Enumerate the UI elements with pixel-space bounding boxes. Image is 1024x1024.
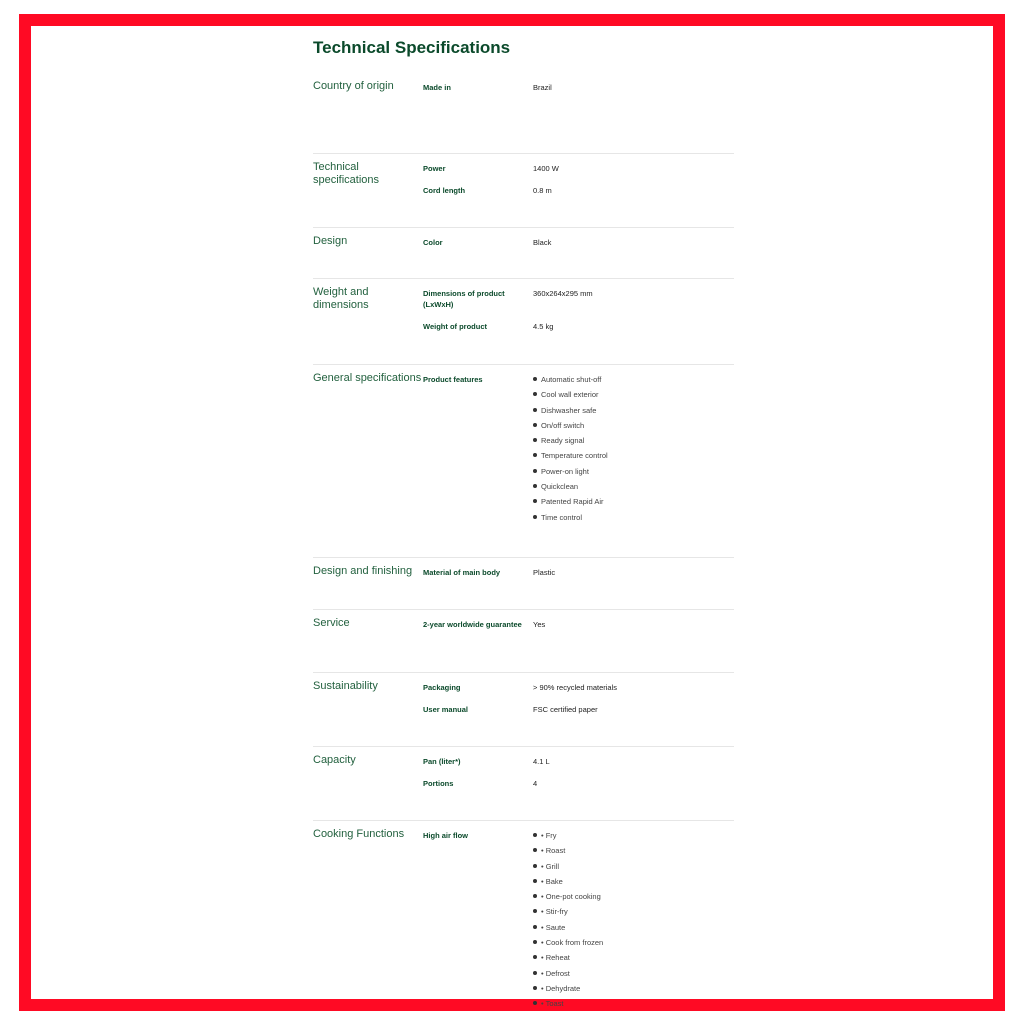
spec-value: 1400 W — [533, 164, 559, 173]
feature-list-item: • Grill — [533, 861, 734, 876]
spec-value — [533, 828, 734, 1014]
spec-row — [423, 754, 734, 776]
feature-list-item: • Fry — [533, 830, 734, 845]
feature-list-item: • Toast — [533, 998, 734, 1013]
spec-container — [313, 37, 734, 1021]
spec-value: 4 — [533, 779, 538, 788]
spec-section — [313, 610, 734, 673]
feature-list-item: Cool wall exterior — [533, 389, 734, 404]
spec-label: Portions — [423, 779, 454, 788]
spec-value: Black — [533, 238, 552, 247]
spec-rows — [423, 680, 734, 746]
section-title: Technical specifications — [313, 161, 380, 186]
feature-list-item: Power-on light — [533, 466, 734, 481]
spec-label: User manual — [423, 705, 469, 714]
spec-rows — [423, 372, 734, 557]
spec-section — [313, 558, 734, 610]
spec-label: Cord length — [423, 186, 466, 195]
spec-section — [313, 747, 734, 821]
spec-row — [423, 183, 734, 213]
feature-list-item: • Bake — [533, 876, 734, 891]
spec-section — [313, 279, 734, 365]
spec-row — [423, 372, 734, 542]
section-title: Service — [313, 617, 350, 629]
spec-value: 0.8 m — [533, 186, 552, 195]
feature-list — [533, 374, 734, 527]
spec-value: Plastic — [533, 568, 556, 577]
spec-label: Color — [423, 238, 443, 247]
spec-rows — [423, 235, 734, 278]
feature-list-item: On/off switch — [533, 420, 734, 435]
feature-list — [533, 830, 734, 1014]
spec-rows — [423, 828, 734, 1021]
spec-value: 4.1 L — [533, 757, 550, 766]
feature-list-item: Ready signal — [533, 435, 734, 450]
section-title: Capacity — [313, 754, 356, 766]
spec-row — [423, 319, 734, 349]
spec-value: Brazil — [533, 83, 552, 92]
feature-list-item: • Dehydrate — [533, 983, 734, 998]
spec-section — [313, 154, 734, 228]
section-title: Design and finishing — [313, 565, 413, 577]
spec-value: 360x264x295 mm — [533, 289, 593, 298]
spec-row — [423, 80, 734, 110]
section-title: Country of origin — [313, 80, 394, 92]
spec-rows — [423, 617, 734, 672]
spec-row — [423, 702, 734, 732]
feature-list-item: • Reheat — [533, 952, 734, 967]
feature-list-item: • Saute — [533, 922, 734, 937]
spec-section — [313, 821, 734, 1021]
spec-label: Packaging — [423, 683, 461, 692]
spec-value: 4.5 kg — [533, 322, 554, 331]
spec-row — [423, 776, 734, 806]
spec-label: Product features — [423, 375, 483, 384]
spec-row — [423, 161, 734, 183]
spec-section — [313, 673, 734, 747]
spec-label: 2-year worldwide guarantee — [423, 620, 522, 629]
spec-value: FSC certified paper — [533, 705, 598, 714]
feature-list-item: Automatic shut-off — [533, 374, 734, 389]
spec-section — [313, 365, 734, 558]
spec-row — [423, 680, 734, 702]
feature-list-item: • Stir-fry — [533, 906, 734, 921]
spec-label: Made in — [423, 83, 451, 92]
section-title: Weight and dimensions — [313, 286, 369, 311]
spec-section — [313, 228, 734, 279]
spec-section — [313, 74, 734, 154]
feature-list-item: Time control — [533, 512, 734, 527]
feature-list-item: Quickclean — [533, 481, 734, 496]
feature-list-item: • One-pot cooking — [533, 891, 734, 906]
spec-rows — [423, 80, 734, 153]
spec-rows — [423, 754, 734, 820]
spec-label: Dimensions of product (LxWxH) — [423, 289, 505, 309]
spec-row — [423, 286, 734, 319]
feature-list-item: Temperature control — [533, 450, 734, 465]
spec-row — [423, 828, 734, 1018]
spec-rows — [423, 286, 734, 364]
section-title: Design — [313, 235, 348, 247]
spec-row — [423, 565, 734, 595]
feature-list-item: • Defrost — [533, 968, 734, 983]
spec-sections — [313, 74, 734, 1021]
spec-row — [423, 617, 734, 657]
spec-rows — [423, 161, 734, 227]
spec-row — [423, 235, 734, 265]
spec-value: > 90% recycled materials — [533, 683, 617, 692]
section-title: Sustainability — [313, 680, 378, 692]
spec-value — [533, 372, 734, 527]
spec-label: Weight of product — [423, 322, 488, 331]
spec-rows — [423, 565, 734, 609]
spec-label: High air flow — [423, 831, 468, 840]
page-title: Technical Specifications — [313, 38, 511, 57]
feature-list-item: Dishwasher safe — [533, 405, 734, 420]
spec-value: Yes — [533, 620, 546, 629]
spec-label: Power — [423, 164, 446, 173]
feature-list-item: Patented Rapid Air — [533, 496, 734, 511]
section-title: General specifications — [313, 372, 422, 384]
section-title: Cooking Functions — [313, 828, 405, 840]
feature-list-item: • Roast — [533, 845, 734, 860]
spec-label: Material of main body — [423, 568, 501, 577]
spec-label: Pan (liter*) — [423, 757, 461, 766]
feature-list-item: • Cook from frozen — [533, 937, 734, 952]
